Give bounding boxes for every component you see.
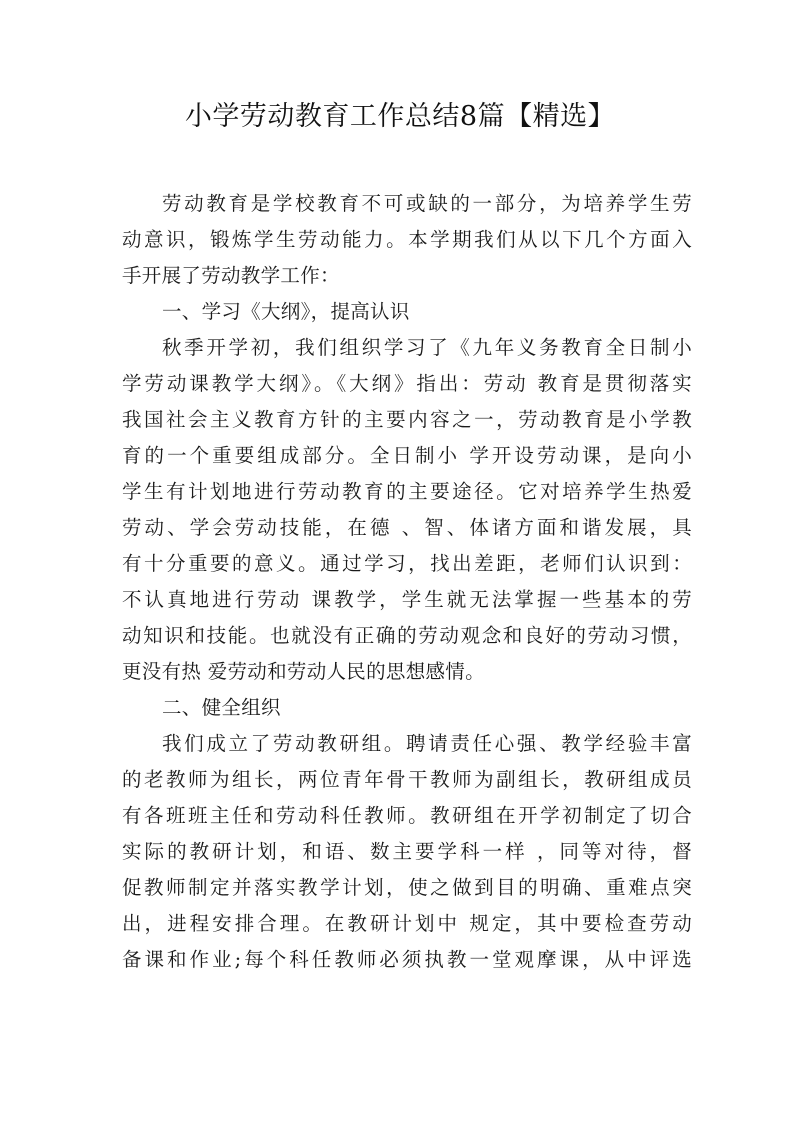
section-heading-1: 一、学习《大纲》，提高认识 — [162, 300, 410, 323]
paragraph-line: 有十分重要的意义。通过学习，找出差距，老师们认识到： — [122, 552, 692, 575]
paragraph-line: 手开展了劳动教学工作： — [122, 264, 340, 287]
paragraph-line: 劳动教育是学校教育不可或缺的一部分，为培养学生劳 — [162, 192, 692, 215]
paragraph-line: 出，进程安排合理。在教研计划中 规定，其中要检查劳动 — [122, 912, 692, 935]
paragraph-line: 不认真地进行劳动 课教学，学生就无法掌握一些基本的劳 — [122, 588, 692, 611]
paragraph-line: 促教师制定并落实教学计划，使之做到目的明确、重难点突 — [122, 876, 692, 899]
paragraph-line: 更没有热 爱劳动和劳动人民的思想感情。 — [122, 660, 485, 683]
paragraph-line: 劳动、学会劳动技能，在德 、智、体诸方面和谐发展，具 — [122, 516, 692, 539]
paragraph-line: 有各班班主任和劳动科任教师。教研组在开学初制定了切合 — [122, 804, 692, 827]
paragraph-line: 学生有计划地进行劳动教育的主要途径。它对培养学生热爱 — [122, 480, 692, 503]
document-title: 小学劳动教育工作总结8篇【精选】 — [184, 101, 616, 132]
paragraph-line: 的老教师为组长，两位青年骨干教师为副组长，教研组成员 — [122, 768, 692, 791]
paragraph-line: 实际的教研计划，和语、数主要学科一样 ，同等对待，督 — [122, 840, 692, 863]
paragraph-line: 动知识和技能。也就没有正确的劳动观念和良好的劳动习惯， — [122, 624, 692, 647]
paragraph-line: 动意识，锻炼学生劳动能力。本学期我们从以下几个方面入 — [122, 228, 692, 251]
paragraph-line: 学劳动课教学大纲》。《大纲》指出：劳动 教育是贯彻落实 — [122, 372, 692, 395]
paragraph-line: 我们成立了劳动教研组。聘请责任心强、教学经验丰富 — [162, 732, 692, 755]
section-heading-2: 二、健全组织 — [162, 696, 281, 719]
paragraph-line: 我国社会主义教育方针的主要内容之一，劳动教育是小学教 — [122, 408, 692, 431]
paragraph-line: 育的一个重要组成部分。全日制小 学开设劳动课，是向小 — [122, 444, 692, 467]
paragraph-line: 秋季开学初，我们组织学习了《九年义务教育全日制小 — [162, 336, 692, 359]
paragraph-line: 备课和作业;每个科任教师必须执教一堂观摩课，从中评选 — [122, 948, 692, 971]
